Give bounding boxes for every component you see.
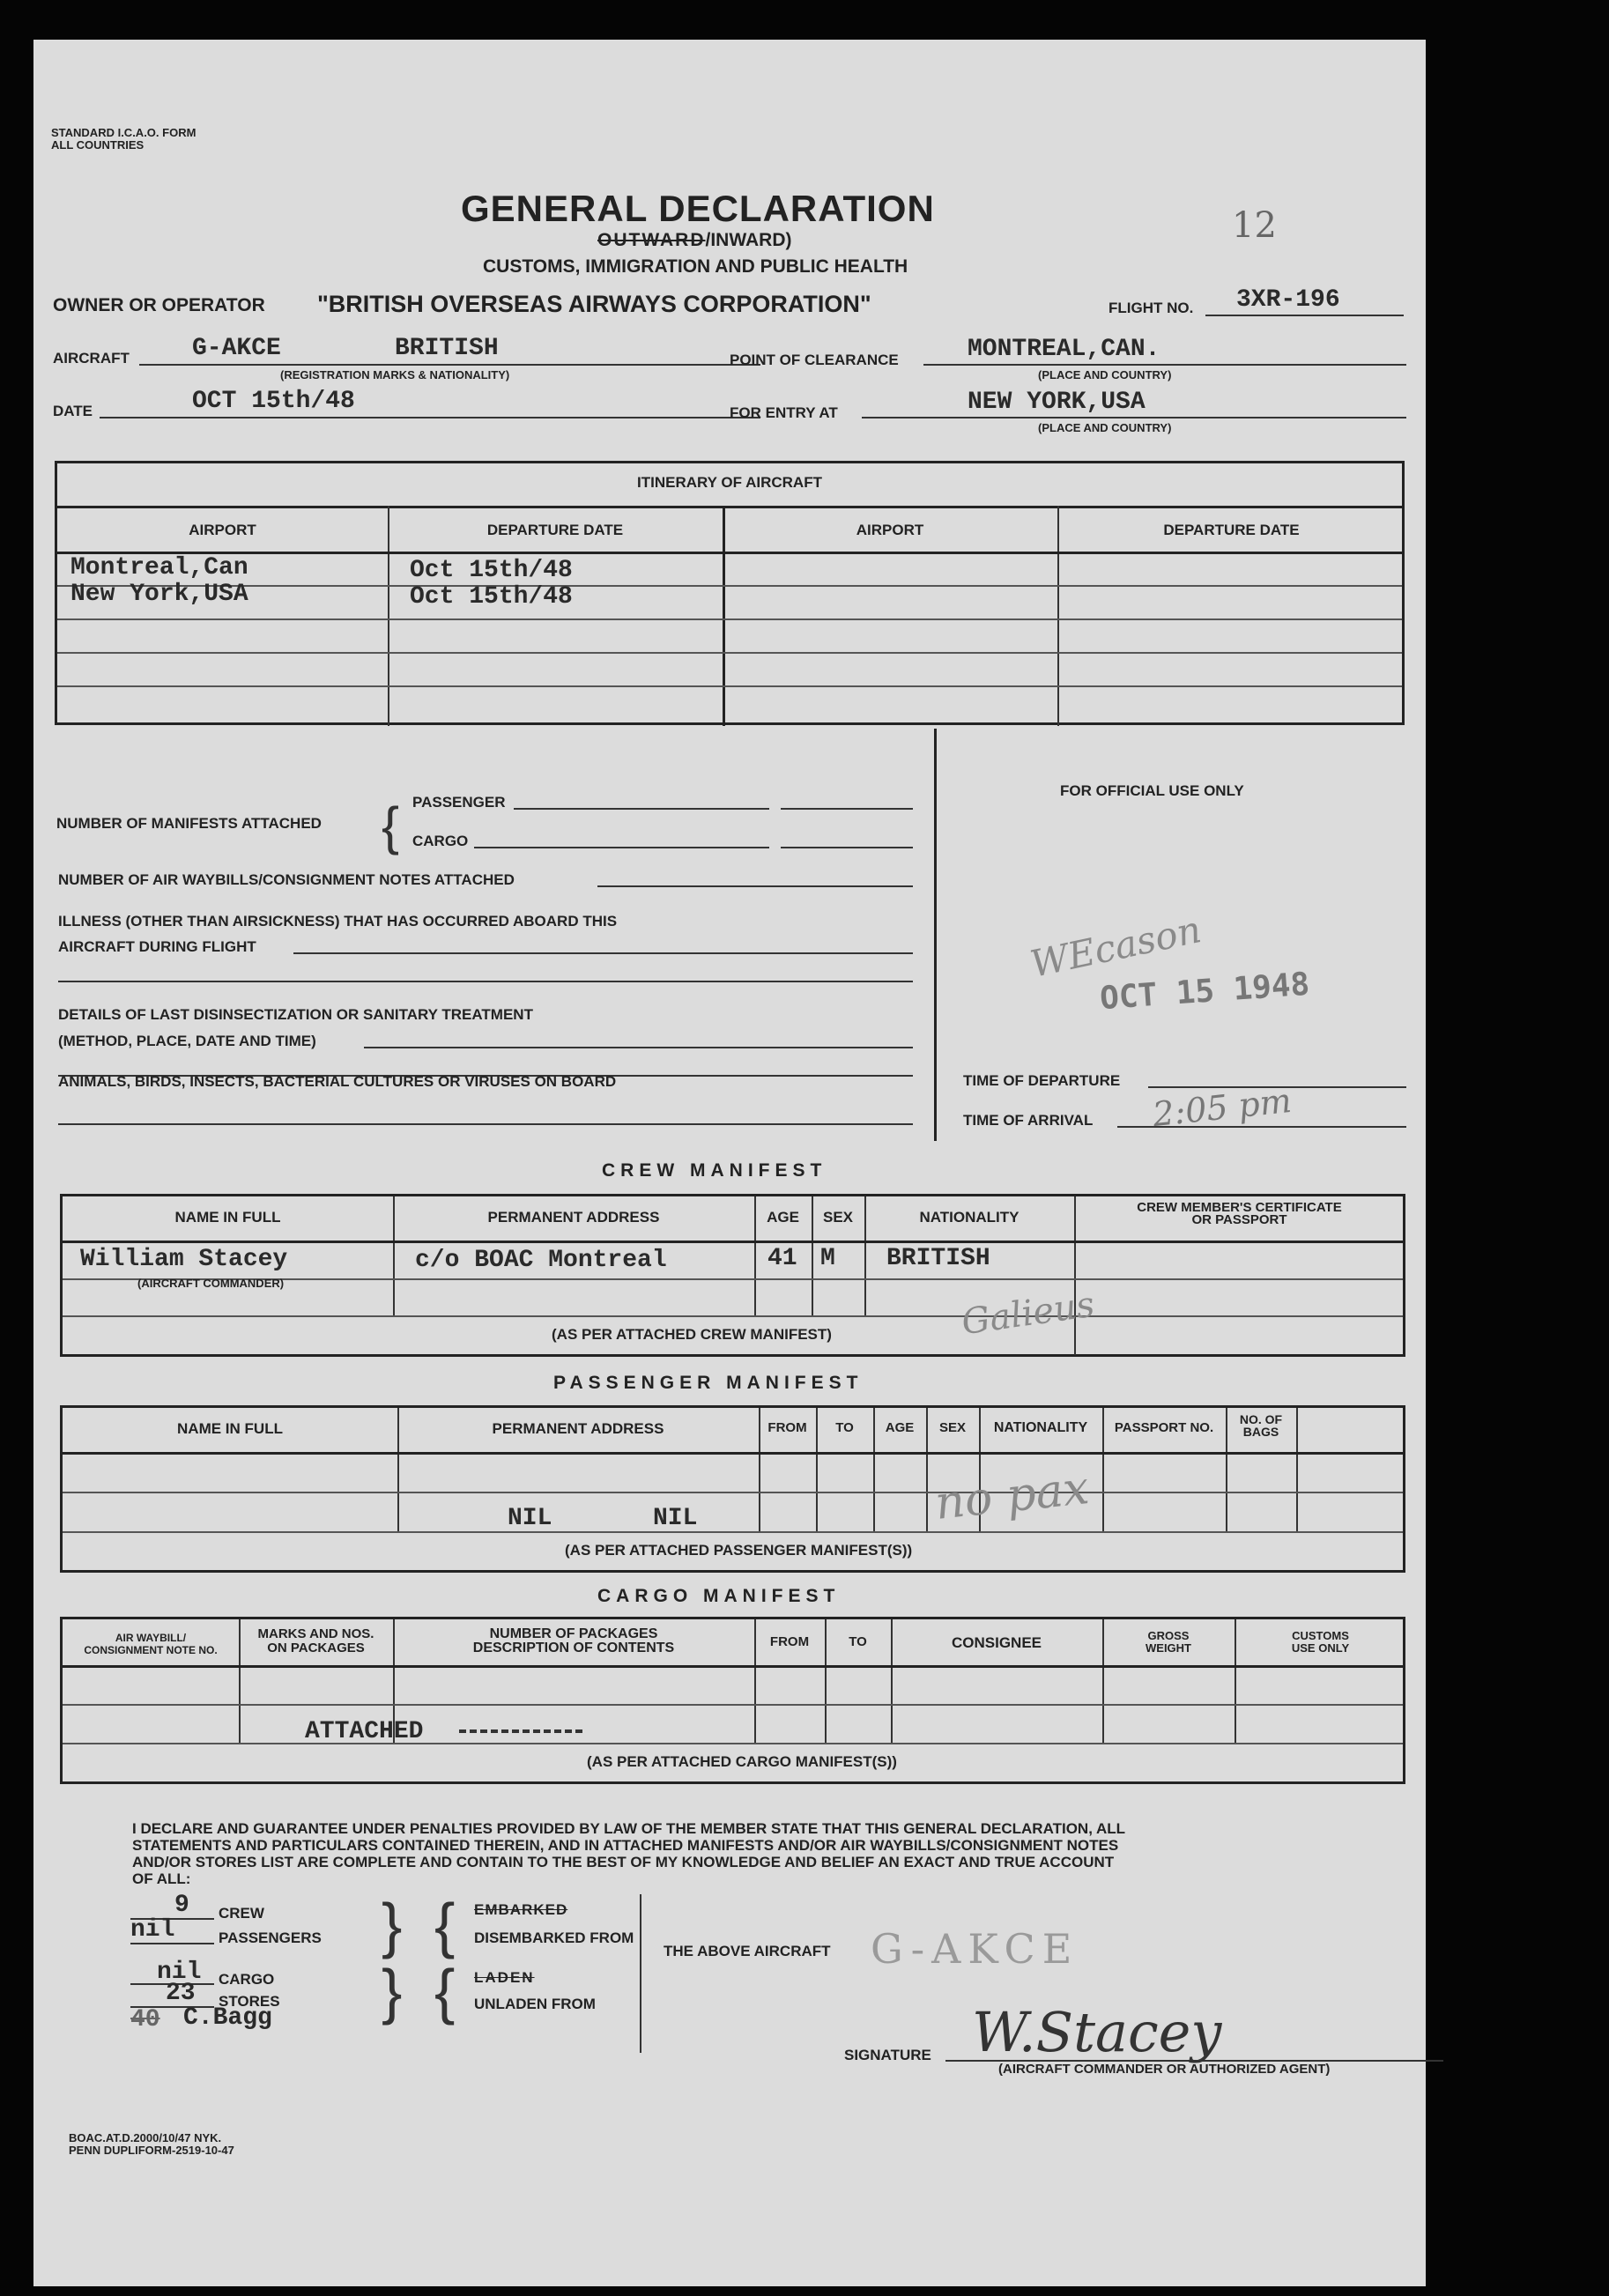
flight-label: FLIGHT NO. — [1109, 300, 1194, 316]
crew-count-label: CREW — [219, 1905, 264, 1922]
itinerary-date-row2: Oct 15th/48 — [410, 583, 573, 611]
laden-struck: LADEN — [474, 1969, 535, 1986]
crew-count: 9 — [174, 1892, 189, 1919]
bagg-label: C.Bagg — [183, 2004, 272, 2032]
aircraft-nationality: BRITISH — [395, 335, 499, 362]
passenger-label: PASSENGER — [412, 794, 506, 811]
cargo-header-from: FROM — [769, 1634, 810, 1649]
cargo-label: CARGO — [412, 833, 469, 849]
owner-value: "BRITISH OVERSEAS AIRWAYS CORPORATION" — [317, 291, 871, 317]
entry-value: NEW YORK,USA — [968, 389, 1146, 416]
crew-header-name: NAME IN FULL — [174, 1209, 281, 1226]
crew-sex: M — [820, 1245, 835, 1272]
cargo-header-consignee: CONSIGNEE — [951, 1634, 1042, 1651]
cargo-header-gross-1: GROSS — [1147, 1629, 1190, 1642]
footer-form-code: BOAC.AT.D.2000/10/47 NYK. — [69, 2131, 222, 2144]
clearance-label: POINT OF CLEARANCE — [730, 352, 899, 368]
time-arrival-label: TIME OF ARRIVAL — [963, 1112, 1094, 1129]
itinerary-header-airport-1: AIRPORT — [189, 522, 256, 538]
crew-age: 41 — [767, 1245, 797, 1272]
cargo-header-marks-2: ON PACKAGES — [267, 1641, 365, 1655]
date-value: OCT 15th/48 — [192, 388, 355, 415]
entry-sublabel: (PLACE AND COUNTRY) — [1038, 421, 1172, 434]
crew-per-attached: (AS PER ATTACHED CREW MANIFEST) — [552, 1326, 832, 1343]
itinerary-airport-row2: New York,USA — [70, 581, 248, 608]
flight-value: 3XR-196 — [1236, 286, 1340, 314]
above-aircraft-handwritten: G-AKCE — [871, 1925, 1079, 1973]
crew-address: c/o BOAC Montreal — [415, 1247, 667, 1274]
passenger-header-bags-1: NO. OF — [1239, 1412, 1283, 1426]
crew-header-passport: OR PASSPORT — [1191, 1212, 1287, 1227]
cargo-header-packages: NUMBER OF PACKAGES — [489, 1626, 658, 1641]
declaration-line-3: AND/OR STORES LIST ARE COMPLETE AND CONTAIN TO THE BEST OF MY KNOWLEDGE AND BELIEF AN EXACT AND TRUE ACCOUNT — [132, 1854, 1115, 1870]
passenger-nil-1: NIL — [508, 1505, 552, 1532]
crew-name: William Stacey — [80, 1246, 288, 1273]
cargo-header-customs-1: CUSTOMS — [1292, 1629, 1349, 1642]
declaration-line-4: OF ALL: — [132, 1870, 191, 1887]
passenger-header-sex: SEX — [938, 1420, 966, 1435]
clearance-sublabel: (PLACE AND COUNTRY) — [1038, 368, 1172, 381]
cargo-manifest-title: CARGO MANIFEST — [597, 1586, 841, 1606]
manifests-label: NUMBER OF MANIFESTS ATTACHED — [56, 815, 322, 832]
customs-subtitle: CUSTOMS, IMMIGRATION AND PUBLIC HEALTH — [483, 256, 908, 277]
manifests-brace: { — [382, 796, 400, 855]
footer-printer-code: PENN DUPLIFORM-2519-10-47 — [69, 2144, 234, 2157]
crew-manifest-title: CREW MANIFEST — [602, 1160, 827, 1181]
passengers-count: nil — [130, 1916, 175, 1944]
form-countries-label: ALL COUNTRIES — [51, 138, 145, 152]
cargo-header-description: DESCRIPTION OF CONTENTS — [472, 1641, 675, 1655]
passenger-header-nationality: NATIONALITY — [993, 1420, 1088, 1435]
inward-label: /INWARD) — [705, 230, 792, 250]
cargo-manifest-box — [60, 1617, 1405, 1784]
passenger-header-name: NAME IN FULL — [177, 1420, 283, 1437]
itinerary-date-row1: Oct 15th/48 — [410, 557, 573, 584]
page-title: GENERAL DECLARATION — [461, 188, 935, 229]
disembarked-label: DISEMBARKED FROM — [474, 1929, 634, 1946]
itinerary-airport-row1: Montreal,Can — [70, 554, 248, 581]
aircraft-sublabel: (REGISTRATION MARKS & NATIONALITY) — [280, 368, 510, 381]
arrival-time-handwritten: 2:05 pm — [1151, 1080, 1294, 1135]
time-departure-label: TIME OF DEPARTURE — [963, 1072, 1121, 1089]
cargo-attached-value: ATTACHED — [305, 1718, 424, 1745]
aircraft-registration: G-AKCE — [192, 335, 281, 362]
clearance-value: MONTREAL,CAN. — [968, 336, 1160, 363]
cargo-header-waybill-1: AIR WAYBILL/ — [115, 1632, 187, 1644]
passenger-nil-2: NIL — [653, 1505, 698, 1532]
itinerary-header-airport-2: AIRPORT — [856, 522, 924, 538]
form-standard-label: STANDARD I.C.A.O. FORM — [51, 126, 196, 139]
passenger-per-attached: (AS PER ATTACHED PASSENGER MANIFEST(S)) — [565, 1542, 913, 1559]
signature-label: SIGNATURE — [844, 2047, 931, 2063]
disinsect-label-1: DETAILS OF LAST DISINSECTIZATION OR SANITARY TREATMENT — [58, 1006, 533, 1023]
disinsect-label-2: (METHOD, PLACE, DATE AND TIME) — [58, 1033, 316, 1049]
crew-manifest-box — [60, 1194, 1405, 1357]
commander-signature: W.Stacey — [972, 2000, 1222, 2064]
cargo-header-customs-2: USE ONLY — [1291, 1641, 1350, 1655]
embarked-struck: EMBARKED — [474, 1901, 568, 1918]
passenger-header-to: TO — [835, 1420, 854, 1435]
unladen-label: UNLADEN FROM — [474, 1996, 596, 2012]
itinerary-header-date-2: DEPARTURE DATE — [1163, 522, 1300, 538]
above-aircraft-label: THE ABOVE AIRCRAFT — [664, 1943, 831, 1959]
passenger-header-from: FROM — [767, 1420, 807, 1435]
itinerary-title: ITINERARY OF AIRCRAFT — [637, 474, 822, 491]
passenger-header-bags-2: BAGS — [1242, 1425, 1279, 1439]
aircraft-label: AIRCRAFT — [53, 350, 130, 367]
passenger-header-passport: PASSPORT NO. — [1114, 1420, 1214, 1435]
declaration-line-2: STATEMENTS AND PARTICULARS CONTAINED THEREIN, AND IN ATTACHED MANIFESTS AND/OR AIR WAYBILLS/CONSIGNMENT NOTES — [132, 1837, 1119, 1854]
cargo-per-attached: (AS PER ATTACHED CARGO MANIFEST(S)) — [587, 1753, 897, 1770]
crew-nationality: BRITISH — [886, 1245, 990, 1272]
cargo-header-to: TO — [849, 1634, 867, 1649]
crew-header-sex: SEX — [822, 1209, 854, 1226]
crew-commander-label: (AIRCRAFT COMMANDER) — [137, 1277, 285, 1290]
passenger-header-address: PERMANENT ADDRESS — [492, 1420, 664, 1437]
owner-label: OWNER OR OPERATOR — [53, 295, 265, 315]
stores-count: 23 — [166, 1980, 196, 2007]
passenger-manifest-box — [60, 1405, 1405, 1573]
itinerary-header-date-1: DEPARTURE DATE — [486, 522, 624, 538]
passenger-manifest-title: PASSENGER MANIFEST — [553, 1373, 864, 1393]
passenger-header-age: AGE — [885, 1420, 915, 1435]
crew-handwritten-note: Galieus — [959, 1284, 1097, 1344]
illness-label-2: AIRCRAFT DURING FLIGHT — [58, 938, 256, 955]
waybills-label: NUMBER OF AIR WAYBILLS/CONSIGNMENT NOTES ATTACHED — [58, 871, 515, 888]
crew-header-age: AGE — [767, 1209, 799, 1226]
cargo-count: nil — [157, 1959, 202, 1986]
official-signature: WEcason — [1027, 907, 1205, 986]
date-label: DATE — [53, 403, 93, 419]
page-number: 12 — [1232, 205, 1277, 246]
cargo-header-gross-2: WEIGHT — [1146, 1641, 1191, 1655]
crew-header-nationality: NATIONALITY — [919, 1209, 1020, 1226]
animals-label: ANIMALS, BIRDS, INSECTS, BACTERIAL CULTURES OR VIRUSES ON BOARD — [58, 1073, 617, 1090]
entry-label: FOR ENTRY AT — [730, 404, 838, 421]
crew-header-address: PERMANENT ADDRESS — [487, 1209, 660, 1226]
bagg-count: 40 — [130, 2006, 160, 2033]
passenger-handwritten-note: no pax — [932, 1462, 1092, 1530]
stores-count-label: STORES — [219, 1993, 280, 2010]
cargo-header-waybill-2: CONSIGNMENT NOTE NO. — [84, 1644, 218, 1656]
declaration-line-1: I DECLARE AND GUARANTEE UNDER PENALTIES PROVIDED BY LAW OF THE MEMBER STATE THAT THIS GENERAL DECLARATION, ALL — [132, 1820, 1126, 1837]
date-stamp: OCT 15 1948 — [1098, 966, 1311, 1018]
cargo-header-marks-1: MARKS AND NOS. — [257, 1626, 374, 1641]
page-subtitle — [597, 230, 792, 251]
official-use-label: FOR OFFICIAL USE ONLY — [1060, 782, 1244, 799]
declaration-form: STANDARD I.C.A.O. FORM ALL COUNTRIES GENERAL DECLARATION OUTWARD/INWARD) CUSTOMS, IMMIGRATION AND PUBLIC HEALTH 12 OWNER OR OPERATOR "BRITISH OVERSEAS AIRWAYS CORPORATION" FLIGHT NO. 3XR-196 AIRCRAFT G-AKCE BRITISH (REGISTRATION MARKS & NATIONALITY) POINT OF CLEARANCE MONTREAL,CAN. (PLACE AND COUNTRY) DATE OCT 15th/48 FOR ENTRY AT NEW YORK,USA (PLACE AND COUNTRY) ITINERARY OF AIRCRAFT AIRPORT DEPARTURE DATE AIRPORT DEPARTURE DATE Montreal,Can Oct 15th/48 New York,USA Oct 15th/48 NUMBER OF MANIFESTS ATTACHED { PASSENGER CARGO NUMBER OF AIR WAYBILLS/CONSIGNMENT NOTES ATTACHED ILLNESS (OTHER THAN AIRSICKNESS) THAT HAS OCCURRED ABOARD THIS AIRCRAFT DURING FLIGHT DETAILS OF LAST DISINSECTIZATION OR SANITARY TREATMENT (METHOD, PLACE, DATE AND TIME) ANIMALS, BIRDS, INSECTS, BACTERIAL CULTURES OR VIRUSES ON BOARD FOR OFFICIAL USE ONLY WEcason OCT 15 1948 TIME OF DEPARTURE TIME OF ARRIVAL 2:05 pm CREW MANIFEST NAME IN FULL PERMANENT ADDRESS AGE SEX NATIONALITY CREW MEMBER'S CERTIFICATE OR PASSPORT William Stacey (AIRCRAFT COMMANDER) c/o BOAC Montreal 41 M BRITISH (AS PER ATTACHED CREW MANIFEST) Galieus PASSENGER MANIFEST NAME IN FULL PERMANENT ADDRESS FROM TO AGE SEX NATIONALITY PASSPORT NO. NO. OF BAGS NIL NIL no pax (AS PER ATTACHED PASSENGER MANIFEST(S)) CARGO MANIFEST AIR WAYBILL/ CONSIGNMENT NOTE NO. MARKS AND NOS. ON PACKAGES NUMBER OF PACKAGES DESCRIPTION OF CONTENTS FROM TO CONSIGNEE GROSS WEIGHT CUSTOMS USE ONLY ATTACHED (AS PER ATTACHED CARGO MANIFEST(S)) I DECLARE AND GUARANTEE UNDER PENALTIES PROVIDED BY LAW OF THE MEMBER STATE THAT THIS GENERAL DECLARATION, ALL STATEMENTS AND PARTICULARS CONTAINED THEREIN, AND IN ATTACHED MANIFESTS AND/OR AIR WAYBILLS/CONSIGNMENT NOTES AND/OR STORES LIST ARE COMPLETE AND CONTAIN TO THE BEST OF MY KNOWLEDGE AND BELIEF AN EXACT AND TRUE ACCOUNT OF ALL: 9 CREW nil PASSENGERS nil CARGO 23 STORES 40 C.Bagg } } { { EMBARKED DISEMBARKED FROM LADEN UNLADEN FROM THE ABOVE AIRCRAFT G-AKCE SIGNATURE W.Stacey (AIRCRAFT COMMANDER OR AUTHORIZED AGENT) BOAC.AT.D.2000/10/47 NYK. PENN DUPLIFORM-2519-10-47 — [33, 40, 1426, 2286]
crew-header-certificate: CREW MEMBER'S CERTIFICATE — [1137, 1200, 1342, 1215]
cargo-count-label: CARGO — [219, 1971, 275, 1988]
itinerary-box — [55, 461, 1405, 725]
passengers-count-label: PASSENGERS — [219, 1929, 322, 1946]
signature-sublabel: (AIRCRAFT COMMANDER OR AUTHORIZED AGENT) — [998, 2062, 1331, 2077]
outward-struck: OUTWARD — [597, 230, 706, 250]
illness-label-1: ILLNESS (OTHER THAN AIRSICKNESS) THAT HAS OCCURRED ABOARD THIS — [58, 913, 618, 930]
